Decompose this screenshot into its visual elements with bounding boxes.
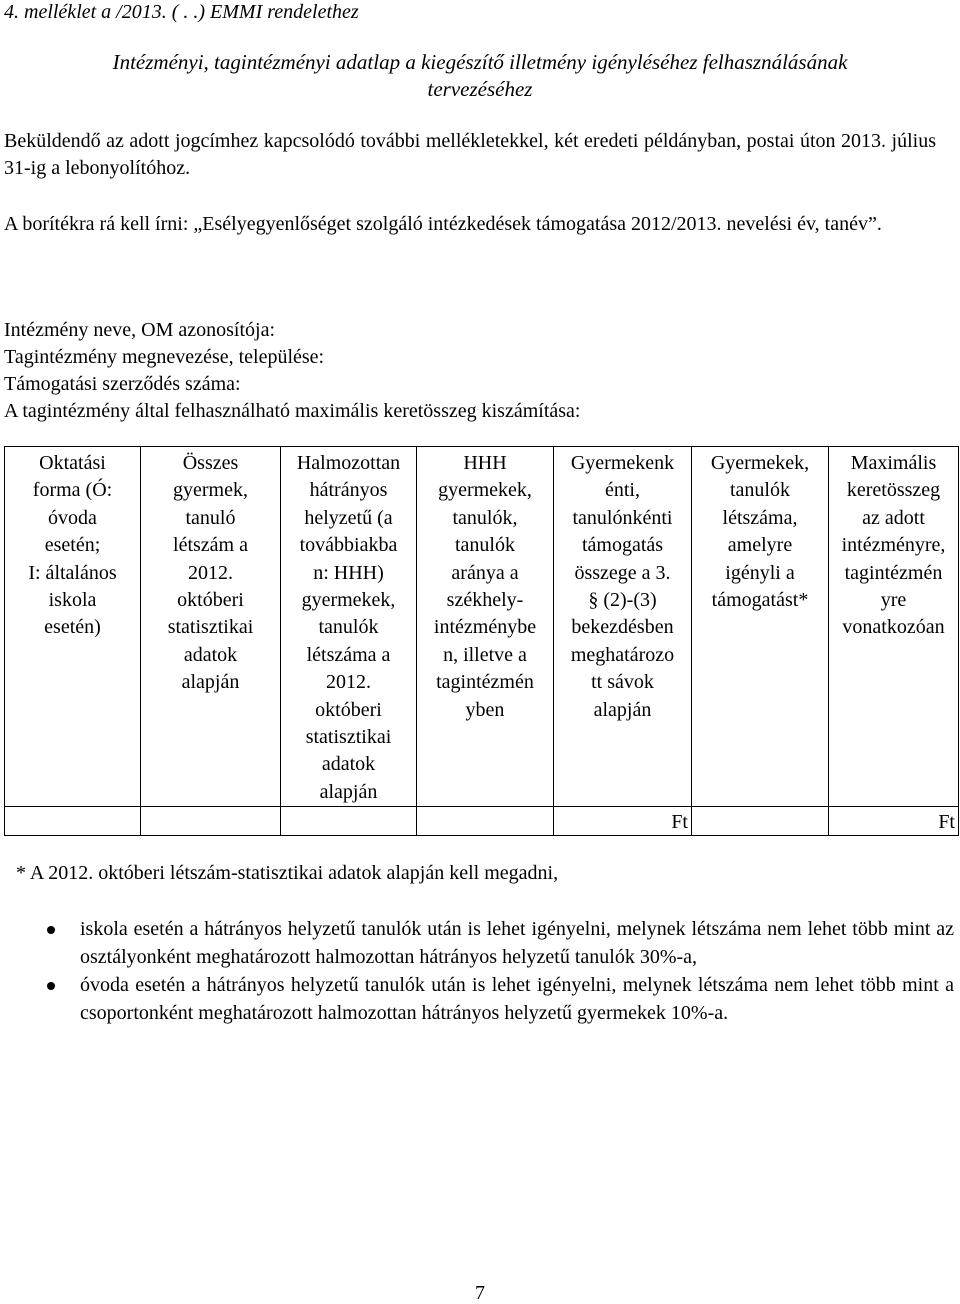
cell-hhh-ratio[interactable] — [417, 807, 554, 836]
form-title-line-1: Intézményi, tagintézményi adatlap a kiegészítő illetmény igényléséhez felhasználásának — [112, 50, 848, 74]
header-hhh-headcount: Halmozottan hátrányos helyzetű (a továbbiakba n: HHH) gyermekek, tanulók létszáma a 2012. októberi statisztikai adatok alapján — [281, 447, 417, 807]
header-support-amount: Gyermekenk énti, tanulónkénti támogatás összege a 3. § (2)-(3) bekezdésben meghatározo tt sávok alapján — [554, 447, 692, 807]
bullet-icon — [47, 926, 55, 934]
table-row — [5, 807, 959, 836]
cell-hhh-headcount[interactable] — [281, 807, 417, 836]
field-budget-calculation: A tagintézmény által felhasználható maximális keretösszeg kiszámítása: — [4, 400, 581, 422]
list-item-text: iskola esetén a hátrányos helyzetű tanulók után is lehet igényelni, melynek létszáma nem lehet több mint az osztályonként meghatározott halmozottan hátrányos helyzetű tanulók 30%-a, — [80, 918, 954, 968]
header-requested-headcount: Gyermekek, tanulók létszáma, amelyre igényli a támogatást* — [692, 447, 829, 807]
list-item — [0, 972, 954, 1027]
header-total-headcount: Összes gyermek, tanuló létszám a 2012. októberi statisztikai adatok alapján — [141, 447, 281, 807]
page-number: 7 — [475, 1282, 485, 1304]
envelope-instructions: A borítékra rá kell írni: „Esélyegyenlőséget szolgáló intézkedések támogatása 2012/2013. nevelési év, tanév”. — [4, 213, 882, 235]
field-contract-number: Támogatási szerződés száma: — [4, 373, 241, 395]
submission-instructions: Beküldendő az adott jogcímhez kapcsolódó további mellékletekkel, két eredeti példányban, postai úton 2013. július 31-ig a lebonyolítóhoz. — [4, 130, 936, 179]
footnote-bullet-list — [0, 916, 954, 1028]
form-title — [0, 49, 960, 103]
cell-support-amount[interactable]: Ft — [554, 807, 692, 836]
table-header-row — [5, 447, 959, 807]
calculation-table — [4, 446, 959, 836]
cell-education-form[interactable] — [5, 807, 141, 836]
form-title-line-2: tervezéséhez — [427, 77, 533, 101]
cell-total-headcount[interactable] — [141, 807, 281, 836]
footnote: * A 2012. októberi létszám-statisztikai adatok alapján kell megadni, — [16, 862, 559, 884]
field-institution-name: Intézmény neve, OM azonosítója: — [4, 319, 276, 341]
bullet-icon — [47, 982, 55, 990]
list-item-text: óvoda esetén a hátrányos helyzetű tanulók után is lehet igényelni, melynek létszáma nem lehet több mint a csoportonként meghatározott halmozottan hátrányos helyzetű gyermekek 10%-a. — [80, 974, 954, 1024]
header-education-form: Oktatási forma (Ó: óvoda esetén; I: általános iskola esetén) — [5, 447, 141, 807]
field-member-institution: Tagintézmény megnevezése, települése: — [4, 346, 325, 368]
header-hhh-ratio: HHH gyermekek, tanulók, tanulók aránya a székhely- intézménybe n, illetve a tagintézmén yben — [417, 447, 554, 807]
list-item — [0, 916, 954, 971]
header-max-budget: Maximális keretösszeg az adott intézményre, tagintézmén yre vonatkozóan — [829, 447, 959, 807]
cell-max-budget[interactable]: Ft — [829, 807, 959, 836]
cell-requested-headcount[interactable] — [692, 807, 829, 836]
decree-reference: 4. melléklet a /2013. ( . .) EMMI rendelethez — [4, 1, 359, 23]
